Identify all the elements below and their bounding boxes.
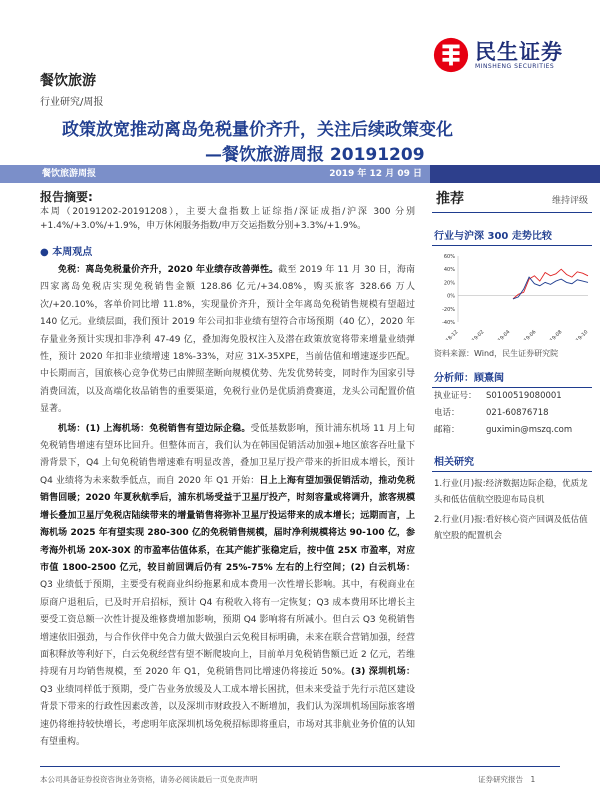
summary-heading: 报告摘要: — [40, 190, 93, 204]
mail-key: 邮箱： — [434, 425, 460, 435]
x-tick-label: 19-02 — [470, 329, 486, 340]
related-heading: 相关研究 — [432, 451, 592, 472]
related-item[interactable]: 2.行业(月)报:看好核心资产回调及低估值航空股的配置机会 — [434, 515, 588, 541]
tel-row — [432, 405, 592, 422]
y-tick-label: 60% — [443, 254, 455, 260]
paragraph-text: 截至 2019 年 11 月 30 日，海南四家离岛免税店实现免税销售金额 128.86 亿元/+34.08%，购买旅客 328.66 万人次/+20.10%，客单价同比增 11.8%，实现量价齐升，预计全年离岛免税销售规模有望超过 140 亿元。业绩层面，我们预计 2019 年公司扣非业绩有望符合市场预期（40 亿），2020 年存量业务预计实现扣非净利 47-49 亿，叠加海免股权注入及潜在政策放宽将带来增量业绩弹性，预计 2020 年扣非业绩增速 18%-33%，对应 31X-35XPE，当前估值和增速逐步匹配。中长期而言，国旅核心竞争优势已由牌照垄断向规模优势、先发优势转变，同时作为国家引导消费回流，以及高端化妆品销售的重要渠道，免税行业仍是优质消费赛道，龙头公司配置价值显著。 — [40, 265, 415, 415]
tel-key: 电话： — [434, 408, 460, 418]
x-tick-label: 18-12 — [444, 329, 460, 340]
y-tick-label: -40% — [442, 320, 455, 326]
cert-key: 执业证号： — [434, 391, 477, 401]
chart-heading: 行业与沪深 300 走势比较 — [432, 225, 592, 246]
y-tick-label: -20% — [442, 306, 455, 313]
view-heading — [40, 243, 92, 258]
paragraph-airport — [40, 421, 415, 752]
rating-note: 维持评级 — [551, 196, 588, 206]
sidebar — [432, 188, 592, 544]
paragraph-lead: (2) 白云机场： — [350, 562, 416, 573]
header-bar — [0, 165, 600, 183]
brand-name-cn: 民生证券 — [475, 39, 563, 64]
y-tick-label: 40% — [443, 267, 455, 274]
y-tick-label: 20% — [443, 280, 455, 287]
tel-value: 021-60876718 — [486, 408, 549, 418]
sector-name: 餐饮旅游 — [40, 73, 96, 89]
x-tick-label: 19-04 — [496, 329, 512, 340]
rating: 推荐 — [436, 191, 464, 207]
x-tick-label: 19-10 — [574, 329, 590, 340]
trend-chart — [432, 250, 592, 340]
paragraph-lead: (3) 深圳机场： — [350, 667, 415, 678]
mail-row — [432, 422, 592, 439]
cert-row — [432, 388, 592, 405]
view-heading-label: 本周观点 — [52, 247, 93, 258]
bar-label: 餐饮旅游周报 — [42, 169, 97, 179]
footer-page: 证券研究报告 1 — [478, 775, 536, 784]
chart-source: 资料来源：Wind，民生证券研究院 — [434, 349, 559, 358]
x-tick-label: 19-06 — [522, 329, 538, 340]
paragraph-text: 受低基数影响，预计浦东机场 11 月上旬免税销售增速有望环比回升。但整体而言，我们认为在韩国促销活动加强+地区旅客吞吐量下滑背景下，Q4 上旬免税销售增速难有明显改善，叠加卫星厅投产带来的折旧成本增长，预计 Q4 业绩将为未来数季低点，而自 2020 年 Q1 开始： — [40, 423, 415, 486]
paragraph-dutyfree — [40, 262, 415, 419]
summary-text: 本周（20191202-20191208），主要大盘指数上证综指/深证成指/沪深 300 分别+1.4%/+3.0%/+1.9%，申万休闲服务指数/申万交运指数分别+3.3%/+1.9%。 — [40, 207, 415, 231]
cert-value: S0100519080001 — [486, 391, 562, 401]
rating-box — [432, 188, 592, 213]
minsheng-logo-icon — [432, 36, 470, 74]
report-type: 行业研究/周报 — [40, 97, 104, 108]
paragraph-lead: 机场：(1) 上海机场：免税销售有望边际企稳。 — [58, 423, 251, 434]
report-title: 政策放宽推动离岛免税量价齐升，关注后续政策变化 — [62, 120, 453, 140]
report-subtitle: —餐饮旅游周报 20191209 — [205, 145, 425, 165]
paragraph-lead: 免税：离岛免税量价齐升，2020 年业绩存改善弹性。 — [58, 265, 279, 275]
bullet-icon: ● — [40, 247, 49, 258]
brand-name-en: MINSHENG SECURITIES — [475, 62, 555, 70]
y-tick-label: 0% — [447, 293, 455, 300]
footer-disclaimer: 本公司具备证券投资咨询业务资格，请务必阅读最后一页免责声明 — [40, 775, 258, 784]
related-item[interactable]: 1.行业(月)报:经济数据边际企稳，优质龙头和低估值航空股迎布局良机 — [434, 479, 588, 505]
analyst-heading: 分析师：顾熹闽 — [432, 367, 592, 388]
paragraph-text: Q3 业绩同样低于预期，受广告业务放缓及人工成本增长困扰，但未来受益于先行示范区建设背景下带来的行政性因素改善，以及深圳市财政投入不断增加，我们认为深圳机场国际旅客增速仍将维持较快增长，考虑明年底深圳机场免税招标即将重启，市场对其非航业务价值的认知有望重构。 — [40, 684, 415, 747]
mail-value[interactable]: guximin@mszq.com — [486, 425, 573, 435]
report-date: 2019 年 12 月 09 日 — [329, 169, 422, 179]
main-body — [40, 262, 415, 753]
x-tick-label: 19-08 — [548, 329, 564, 340]
paragraph-bold: 日上上海有望加强促销活动，推动免税销售回暖；2020 年夏秋航季后，浦东机场受益于卫星厅投产，时刻容量或将调升，旅客规模增长叠加卫星厅免税店陆续带来的增量销售将弥补卫星厅投运带来的成本增长；远期而言，上海机场 2025 年有望实现 280-300 亿的免税销售规模，届时净利规模将达 90-100 亿，参考海外机场 20X-30X 的市盈率估值体系，在其产能扩张稳定后，按中值 25X 市盈率，对应市值 1800-2500 亿元，较目前回调后仍有 25%-75% 左右的上行空间； — [40, 475, 415, 573]
paragraph-text: Q3 业绩低于预期，主要受有税商业纠纷拖累和成本费用一次性增长影响。其中，有税商业在原商户退租后，已及时开启招标，预计 Q4 有税收入将有一定恢复；Q3 成本费用环比增长主要受工资总额一次性计提及维修费增加影响，预期 Q4 影响将有所减小。但白云 Q3 免税销售增速依旧强劲，与合作伙伴中免合力做大做强白云免税目标明确，未来在联合营销加强，经营面积释放等利好下，白云免税经营有望不断爬坡向上，目前单月免税销售额已近 2 亿元，若维持现有月均销售规模，至 2020 年 Q1，免税销售同比增速仍将接近 50%。 — [40, 580, 415, 678]
brand-logo — [432, 36, 563, 74]
